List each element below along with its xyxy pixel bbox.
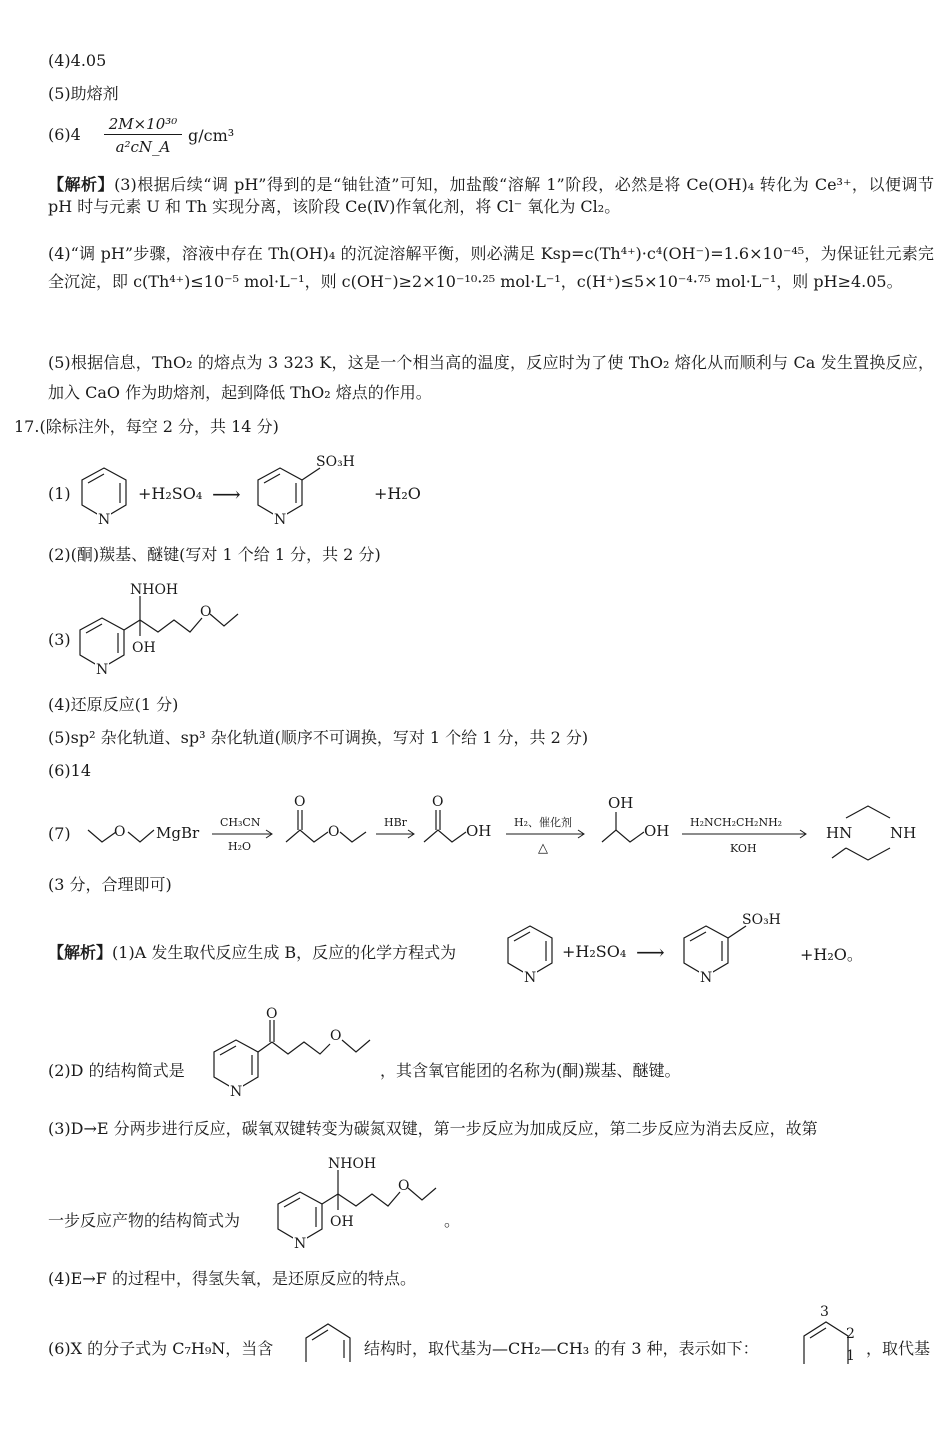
ring-position-2: 2 — [846, 1326, 855, 1342]
q17-a1-plus: +H₂SO₄ — [138, 484, 203, 503]
analysis17-p3-line1: (3)D→E 分两步进行反应，碳氧双键转变为碳氮双键，第一步反应为加成反应，第二步反应为消去反应，故第 — [48, 1119, 818, 1138]
route-step2-top: HBr — [384, 816, 407, 829]
route-ether-o-atom: O — [328, 824, 340, 840]
analysis16-p4: (4)“调 pH”步骤，溶液中存在 Th(OH)₄ 的沉淀溶解平衡，则必满足 Ksp=c(Th⁴⁺)·c⁴(OH⁻)=1.6×10⁻⁴⁵，为保证钍元素完全沉淀，即 c(Th⁴⁺)≤10⁻⁵ mol·L⁻¹，则 c(OH⁻)≥2×10⁻¹⁰·²⁵ mol·L⁻¹，c(H⁺)≤5×10⁻⁴·⁷⁵ mol·L⁻¹，则 pH≥4.05。 — [48, 244, 934, 291]
analysis17-tag: 【解析】 — [48, 943, 113, 962]
analysis-sulfonic-group: SO₃H — [742, 912, 781, 928]
adduct-n-atom: N — [96, 662, 109, 678]
answer-4: (4)4.05 — [48, 51, 107, 70]
route-step3-top: H₂、催化剂 — [514, 816, 573, 829]
analysis17-p2-tail: ，其含氧官能团的名称为(酮)羰基、醚键。 — [380, 1061, 681, 1080]
route-diol-oh2: OH — [644, 822, 670, 840]
pyridine-sulfonic-acid-structure — [254, 446, 364, 532]
answer-6-unit: g/cm³ — [188, 126, 235, 145]
route-piperazine-nh: NH — [890, 824, 917, 842]
numbered-ring-fragment — [796, 1298, 862, 1368]
analysis16-p5: (5)根据信息，ThO₂ 的熔点为 3 323 K，这是一个相当高的温度，反应时为了使 ThO₂ 熔化从而顺利与 Ca 发生置换反应，加入 CaO 作为助熔剂，起到降低 ThO₂ 熔点的作用。 — [48, 353, 934, 402]
q17-header: 17.(除标注外，每空 2 分，共 14 分) — [14, 417, 279, 436]
analysis17-p1-plus: +H₂SO₄ — [562, 942, 627, 961]
benzene-fragment — [302, 1316, 356, 1366]
adduct-o-atom: O — [200, 604, 212, 620]
q17-a2: (2)(酮)羰基、醚键(写对 1 个给 1 分，共 2 分) — [48, 545, 381, 564]
addition-product-structure — [276, 1148, 446, 1260]
addition-oh-label: OH — [330, 1214, 354, 1230]
answer-5: (5)助熔剂 — [48, 84, 119, 103]
analysis17-p6-text: (6)X 的分子式为 C₇H₉N，当含 — [48, 1339, 274, 1358]
route-step3-bottom: △ — [538, 841, 548, 856]
analysis17-p1 — [48, 942, 456, 964]
analysis17-p1-arrow: ⟶ — [636, 940, 665, 964]
addition-o-atom: O — [398, 1178, 410, 1194]
route-ketone1-o-atom: O — [294, 794, 306, 810]
q17-a1-label: (1) — [48, 484, 71, 503]
route-step1-bottom: H₂O — [228, 840, 252, 853]
analysis17-p4: (4)E→F 的过程中，得氢失氧，是还原反应的特点。 — [48, 1269, 416, 1288]
ring-position-3: 3 — [820, 1304, 829, 1320]
pyridine-n-atom: N — [98, 512, 111, 528]
q17-a1-arrow: ⟶ — [212, 482, 241, 506]
q17-a6: (6)14 — [48, 761, 92, 780]
analysis16-p3-text: (3)根据后续“调 pH”得到的是“铀钍渣”可知，加盐酸“溶解 1”阶段，必然是将 Ce(OH)₄ 转化为 Ce³⁺，以便调节 pH 时与元素 U 和 Th 实现分离，该阶段 Ce(Ⅳ)作氧化剂，将 Cl⁻ 氧化为 Cl₂。 — [48, 175, 934, 216]
analysis-pyridine-structure — [504, 920, 560, 990]
hydroxylamine-adduct-structure — [78, 574, 248, 686]
q17-a3-label: (3) — [48, 630, 71, 649]
q17-a7-label: (7) — [48, 824, 71, 843]
pyridine-structure — [78, 462, 134, 532]
compound-d-n-atom: N — [230, 1084, 243, 1100]
analysis16-tag: 【解析】 — [48, 175, 115, 194]
route-step1-top: CH₃CN — [220, 816, 261, 829]
ring-position-1: 1 — [846, 1348, 855, 1364]
analysis17-p3-tail: 。 — [444, 1211, 461, 1230]
q17-a7-note: (3 分，合理即可) — [48, 875, 172, 894]
q17-a4: (4)还原反应(1 分) — [48, 695, 179, 714]
addition-n-atom: N — [294, 1236, 307, 1252]
adduct-oh-label: OH — [132, 640, 156, 656]
answer-6-prefix: (6)4 — [48, 125, 81, 144]
analysis16-p3 — [48, 174, 934, 218]
q17-a1-water: +H₂O — [374, 484, 421, 503]
analysis17-p6-mid: 结构时，取代基为—CH₂—CH₃ 的有 3 种，表示如下： — [364, 1339, 759, 1358]
sulfonic-n-atom: N — [274, 512, 287, 528]
sulfonic-group-label: SO₃H — [316, 454, 355, 470]
route-diol-oh1: OH — [608, 794, 634, 812]
compound-d-ketone-o: O — [266, 1006, 278, 1022]
route-ketone2-oh: OH — [466, 822, 492, 840]
route-mgbr-label: MgBr — [156, 824, 200, 842]
analysis17-p1-tail: +H₂O。 — [800, 945, 863, 964]
route-piperazine-hn: HN — [826, 824, 853, 842]
route-step4-bottom: KOH — [730, 842, 757, 855]
compound-d-structure — [208, 1000, 378, 1106]
answer-6 — [48, 124, 81, 146]
q17-a5: (5)sp² 杂化轨道、sp³ 杂化轨道(顺序不可调换，写对 1 个给 1 分，共 2 分) — [48, 728, 589, 747]
answer-6-denominator: a²cN_A — [115, 138, 171, 156]
analysis-sulfonic-acid-structure — [680, 904, 790, 990]
adduct-nhoh-label: NHOH — [130, 582, 179, 598]
compound-d-ether-o: O — [330, 1028, 342, 1044]
route-step4-top: H₂NCH₂CH₂NH₂ — [690, 816, 783, 829]
analysis17-p6-tail: ，取代基 — [866, 1339, 931, 1358]
route-ketone2-o-atom: O — [432, 794, 444, 810]
answer-6-numerator: 2M×10³⁰ — [104, 114, 182, 135]
analysis17-p3-line2: 一步反应产物的结构简式为 — [48, 1211, 241, 1230]
synthesis-route — [82, 788, 942, 872]
analysis-sulfonic-n-atom: N — [700, 970, 713, 986]
analysis-pyridine-n-atom: N — [524, 970, 537, 986]
analysis17-p2-text: (2)D 的结构简式是 — [48, 1061, 185, 1080]
addition-nhoh-label: NHOH — [328, 1156, 377, 1172]
analysis17-p1-text: (1)A 发生取代反应生成 B，反应的化学方程式为 — [112, 943, 457, 962]
route-mgbr-o-atom: O — [114, 824, 126, 840]
